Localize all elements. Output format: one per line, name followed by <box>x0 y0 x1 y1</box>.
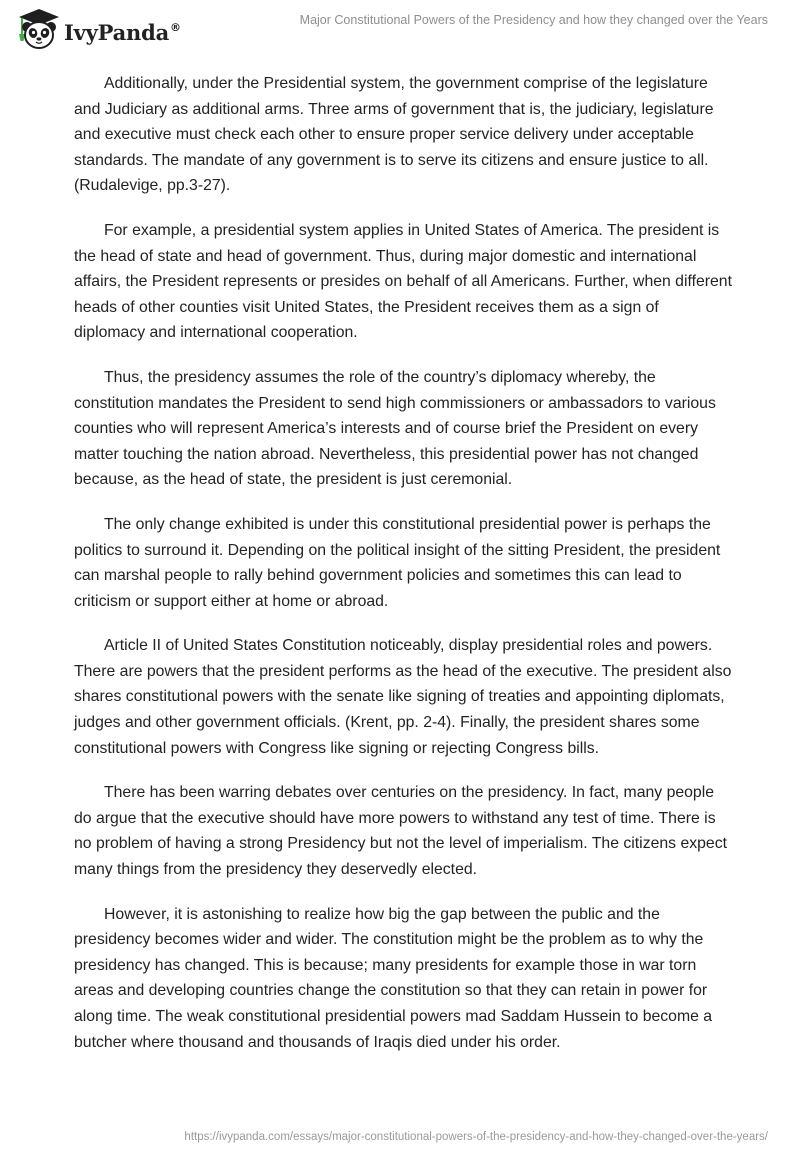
source-url[interactable]: https://ivypanda.com/essays/major-constitutional-powers-of-the-presidency-and-how-they-changed-over-the-years/ <box>184 1131 768 1143</box>
paragraph: Thus, the presidency assumes the role of the country’s diplomacy whereby, the constitution mandates the President to send high commissioners or ambassadors to various counties who will represent America’s interests and of course brief the President on every matter touching the nation abroad. Nevertheless, this presidential power has not changed because, as the head of state, the president is just ceremonial. <box>74 368 716 489</box>
document-title: Major Constitutional Powers of the Presidency and how they changed over the Years <box>299 13 768 27</box>
paragraph: There has been warring debates over centuries on the presidency. In fact, many people do argue that the executive should have more powers to withstand any test of time. There is no problem of having a strong Presidency but not the level of imperialism. The citizens expect many things from the presidency they deservedly elected. <box>74 784 727 879</box>
paragraph: Additionally, under the Presidential system, the government comprise of the legislature and Judiciary as additional arms. Three arms of government that is, the judiciary, legislature and executive must check each other to ensure proper service delivery under acceptable standards. The mandate of any government is to serve its citizens and ensure justice to all. (Rudalevige, pp.3-27). <box>74 75 714 195</box>
page-header <box>0 0 800 56</box>
brand-name: IvyPanda® <box>64 19 181 45</box>
essay-body <box>74 71 734 1074</box>
brand-logo[interactable] <box>16 8 181 50</box>
paragraph: The only change exhibited is under this constitutional presidential power is perhaps the politics to surround it. Depending on the political insight of the sitting President, the president can marshal people to rally behind government policies and sometimes this can lead to criticism or support either at home or abroad. <box>74 515 721 610</box>
paragraph: However, it is astonishing to realize how big the gap between the public and the presidency becomes wider and wider. The constitution might be the problem as to why the presidency has changed. This is because; many presidents for example those in war torn areas and developing countries change the constitution so that they can retain in power for along time. The weak constitutional presidential powers mad Saddam Hussein to become a butcher where thousand and thousands of Iraqis died under his order. <box>74 905 713 1051</box>
registered-mark: ® <box>170 20 181 34</box>
paragraph: Article II of United States Constitution noticeably, display presidential roles and powers. There are powers that the president performs as the head of the executive. The president also shares constitutional powers with the senate like signing of treaties and appointing diplomats, judges and other government officials. (Krent, pp. 2-4). Finally, the president shares some constitutional powers with Congress like signing or rejecting Congress bills. <box>74 637 732 757</box>
panda-graduation-cap-icon <box>16 8 62 50</box>
paragraph: For example, a presidential system applies in United States of America. The president is the head of state and head of government. Thus, during major domestic and international affairs, the President represents or presides on behalf of all Americans. Further, when different heads of other counties visit United States, the President receives them as a sign of diplomacy and international cooperation. <box>74 221 732 342</box>
